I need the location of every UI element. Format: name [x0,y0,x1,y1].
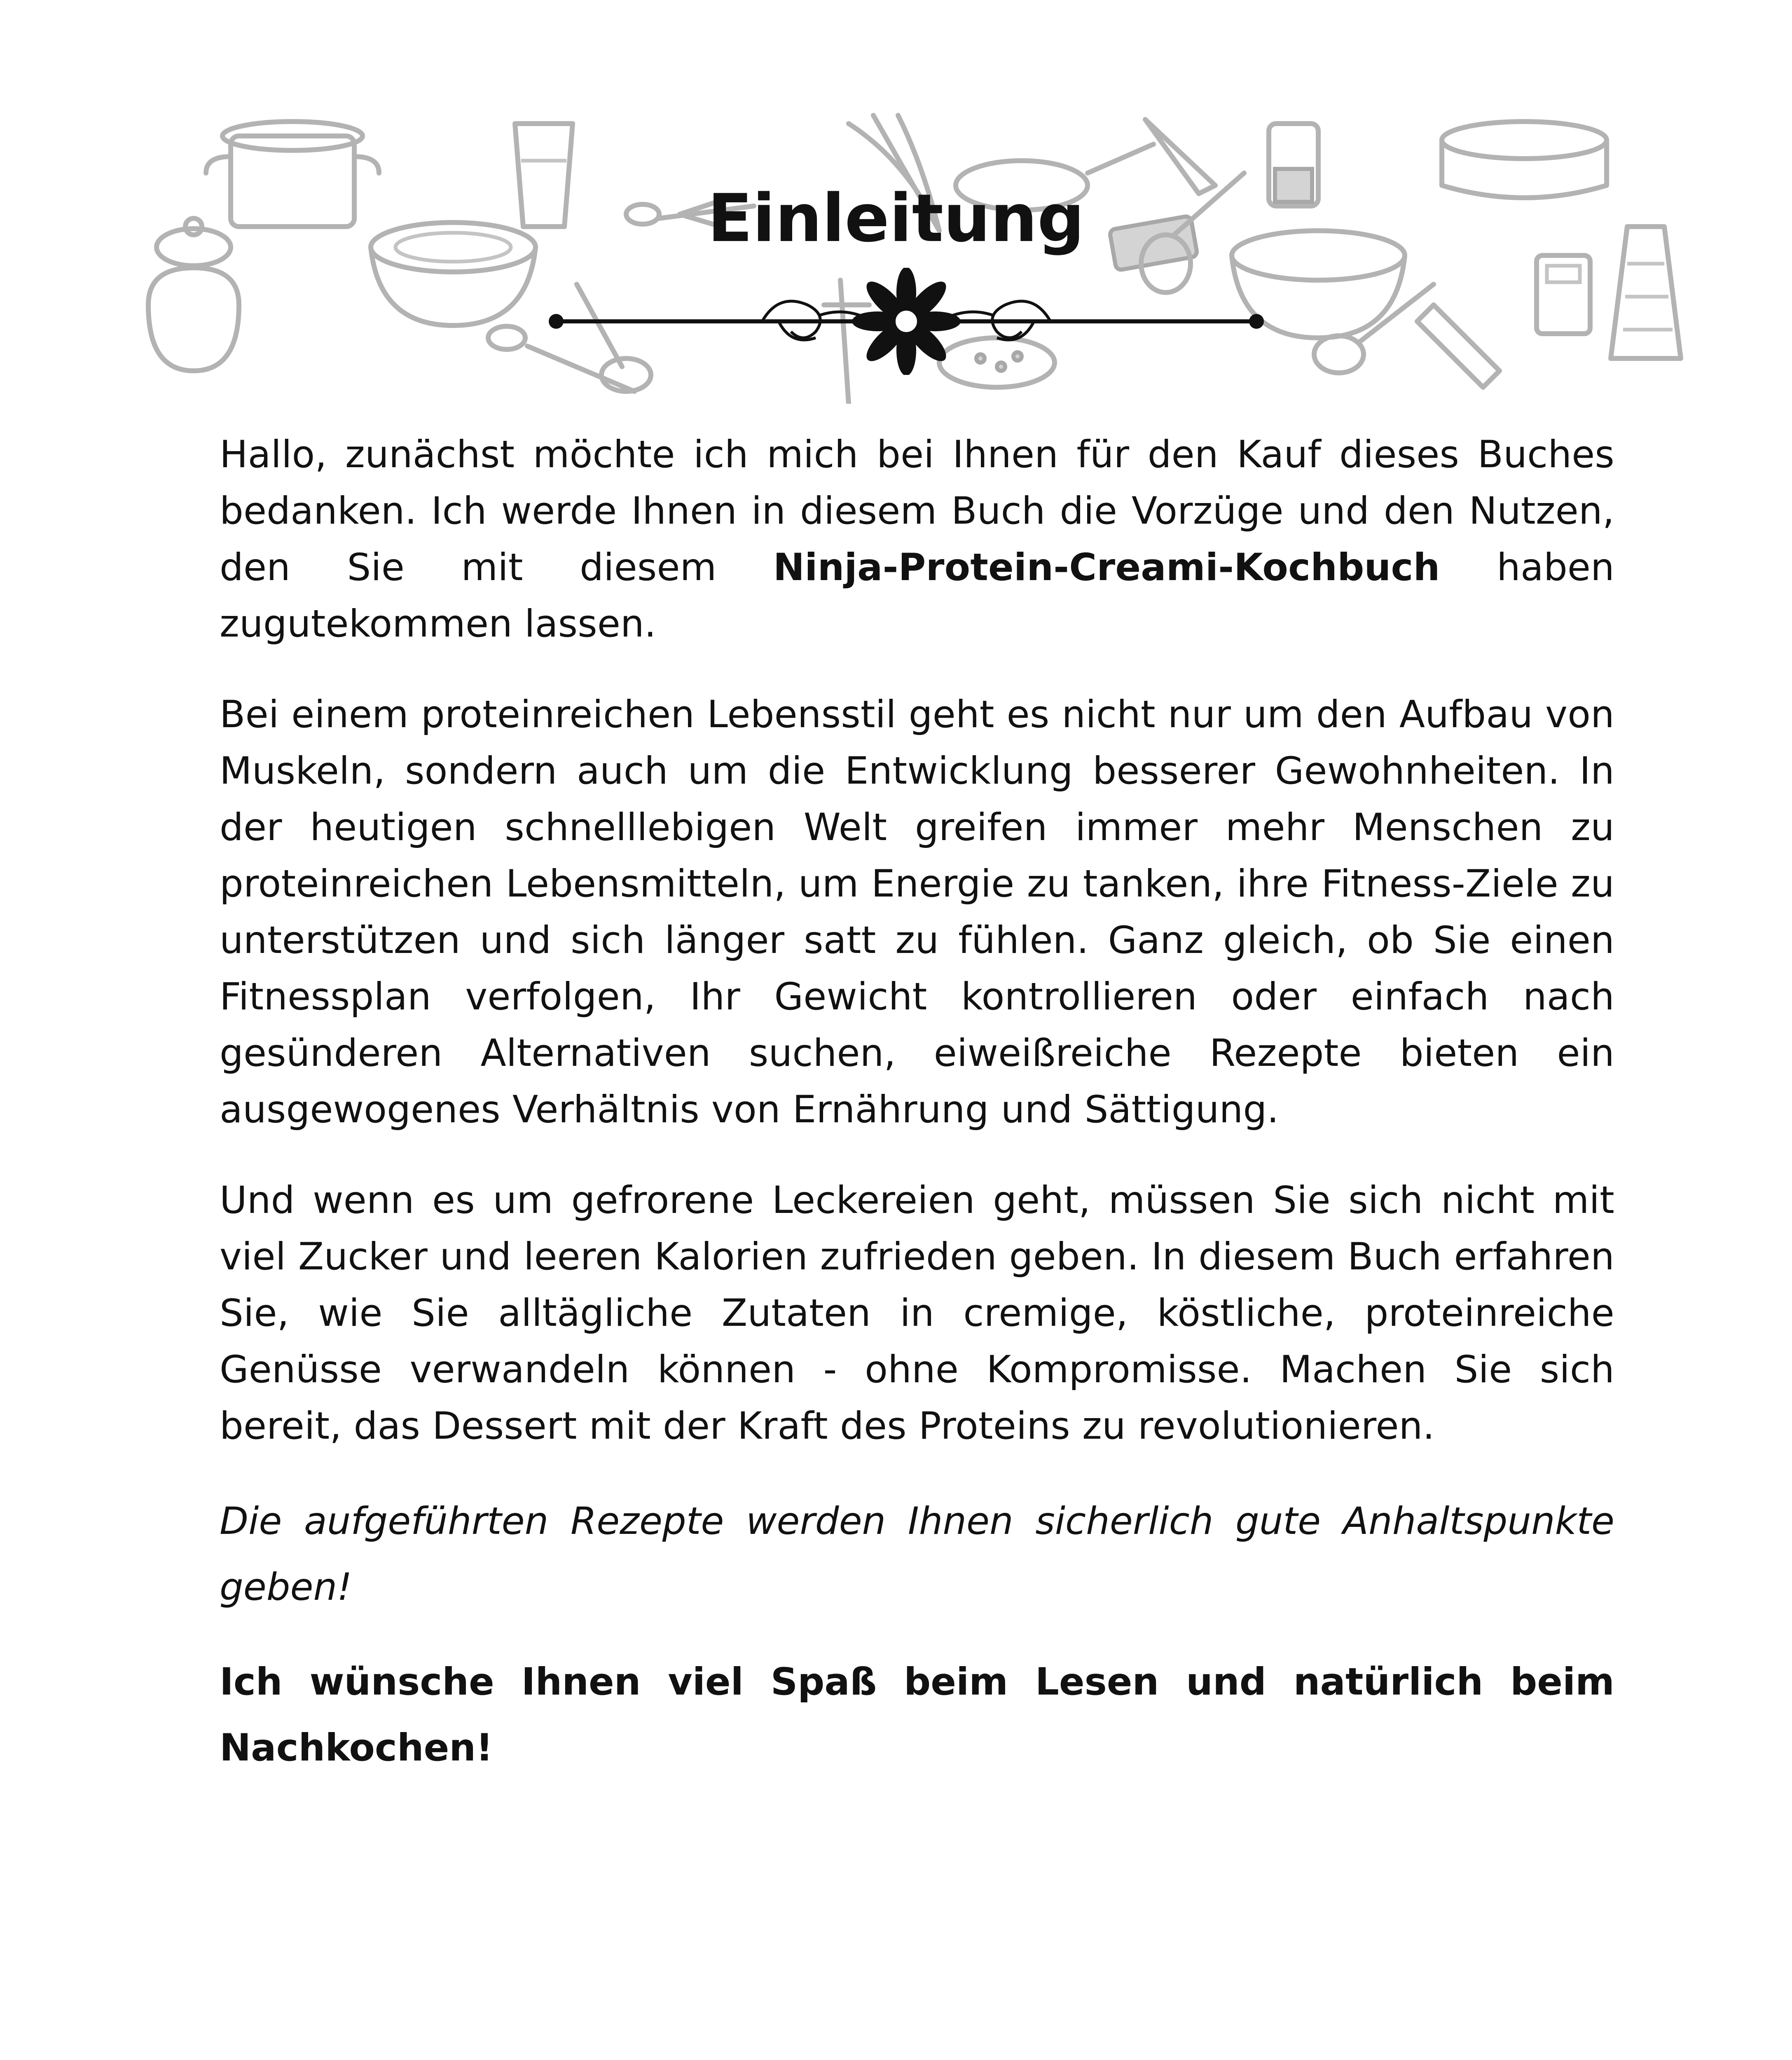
intro-text-end: haben zugutekommen lassen. [220,546,1614,646]
closing-wish: Ich wünsche Ihnen viel Spaß beim Lesen und natürlich beim Nachkochen! [220,1660,1614,1770]
scroll-icon [1417,305,1500,387]
intro-paragraph [220,426,1614,652]
book-title-emphasis: Ninja-Protein-Creami-Kochbuch [773,546,1440,589]
main-content [220,426,1614,1781]
page-title: Einleitung [707,180,1085,257]
intro-text-start: Hallo, zunächst möchte ich mich bei Ihnen für den Kauf dieses Buches bedanken. Ich werde Ihnen in diesem Buch die Vorzüge und den Nutzen, den Sie mit diesem [220,433,1614,589]
flower-icon [852,268,961,375]
recipes-note: Die aufgeführten Rezepte werden Ihnen sicherlich gute Anhaltspunkte geben! [220,1500,1614,1609]
title-divider [531,268,1281,375]
lifestyle-paragraph: Bei einem proteinreichen Lebensstil geht es nicht nur um den Aufbau von Muskeln, sondern auch um die Entwicklung besserer Gewohnheiten. In der heutigen schnelllebigen Welt greifen immer mehr Menschen zu proteinreichen Lebensmitteln, um Energie zu tanken, ihre Fitness-Ziele zu unterstützen und sich länger satt zu fühlen. Ganz gleich, ob Sie einen Fitnessplan verfolgen, Ihr Gewicht kontrollieren oder einfach nach gesünderen Alternativen suchen, eiweißreiche Rezepte bieten ein ausgewogenes Verhältnis von Ernährung und Sättigung. [220,693,1614,1131]
frozen-treats-paragraph: Und wenn es um gefrorene Leckereien geht, müssen Sie sich nicht mit viel Zucker und leeren Kalorien zufrieden geben. In diesem Buch erfahren Sie, wie Sie alltägliche Zutaten in cremige, köstliche, proteinreiche Genüsse verwandeln können - ohne Kompromisse. Machen Sie sich bereit, das Dessert mit der Kraft des Proteins zu revolutionieren. [220,1179,1614,1448]
calculator-icon [1537,255,1590,334]
